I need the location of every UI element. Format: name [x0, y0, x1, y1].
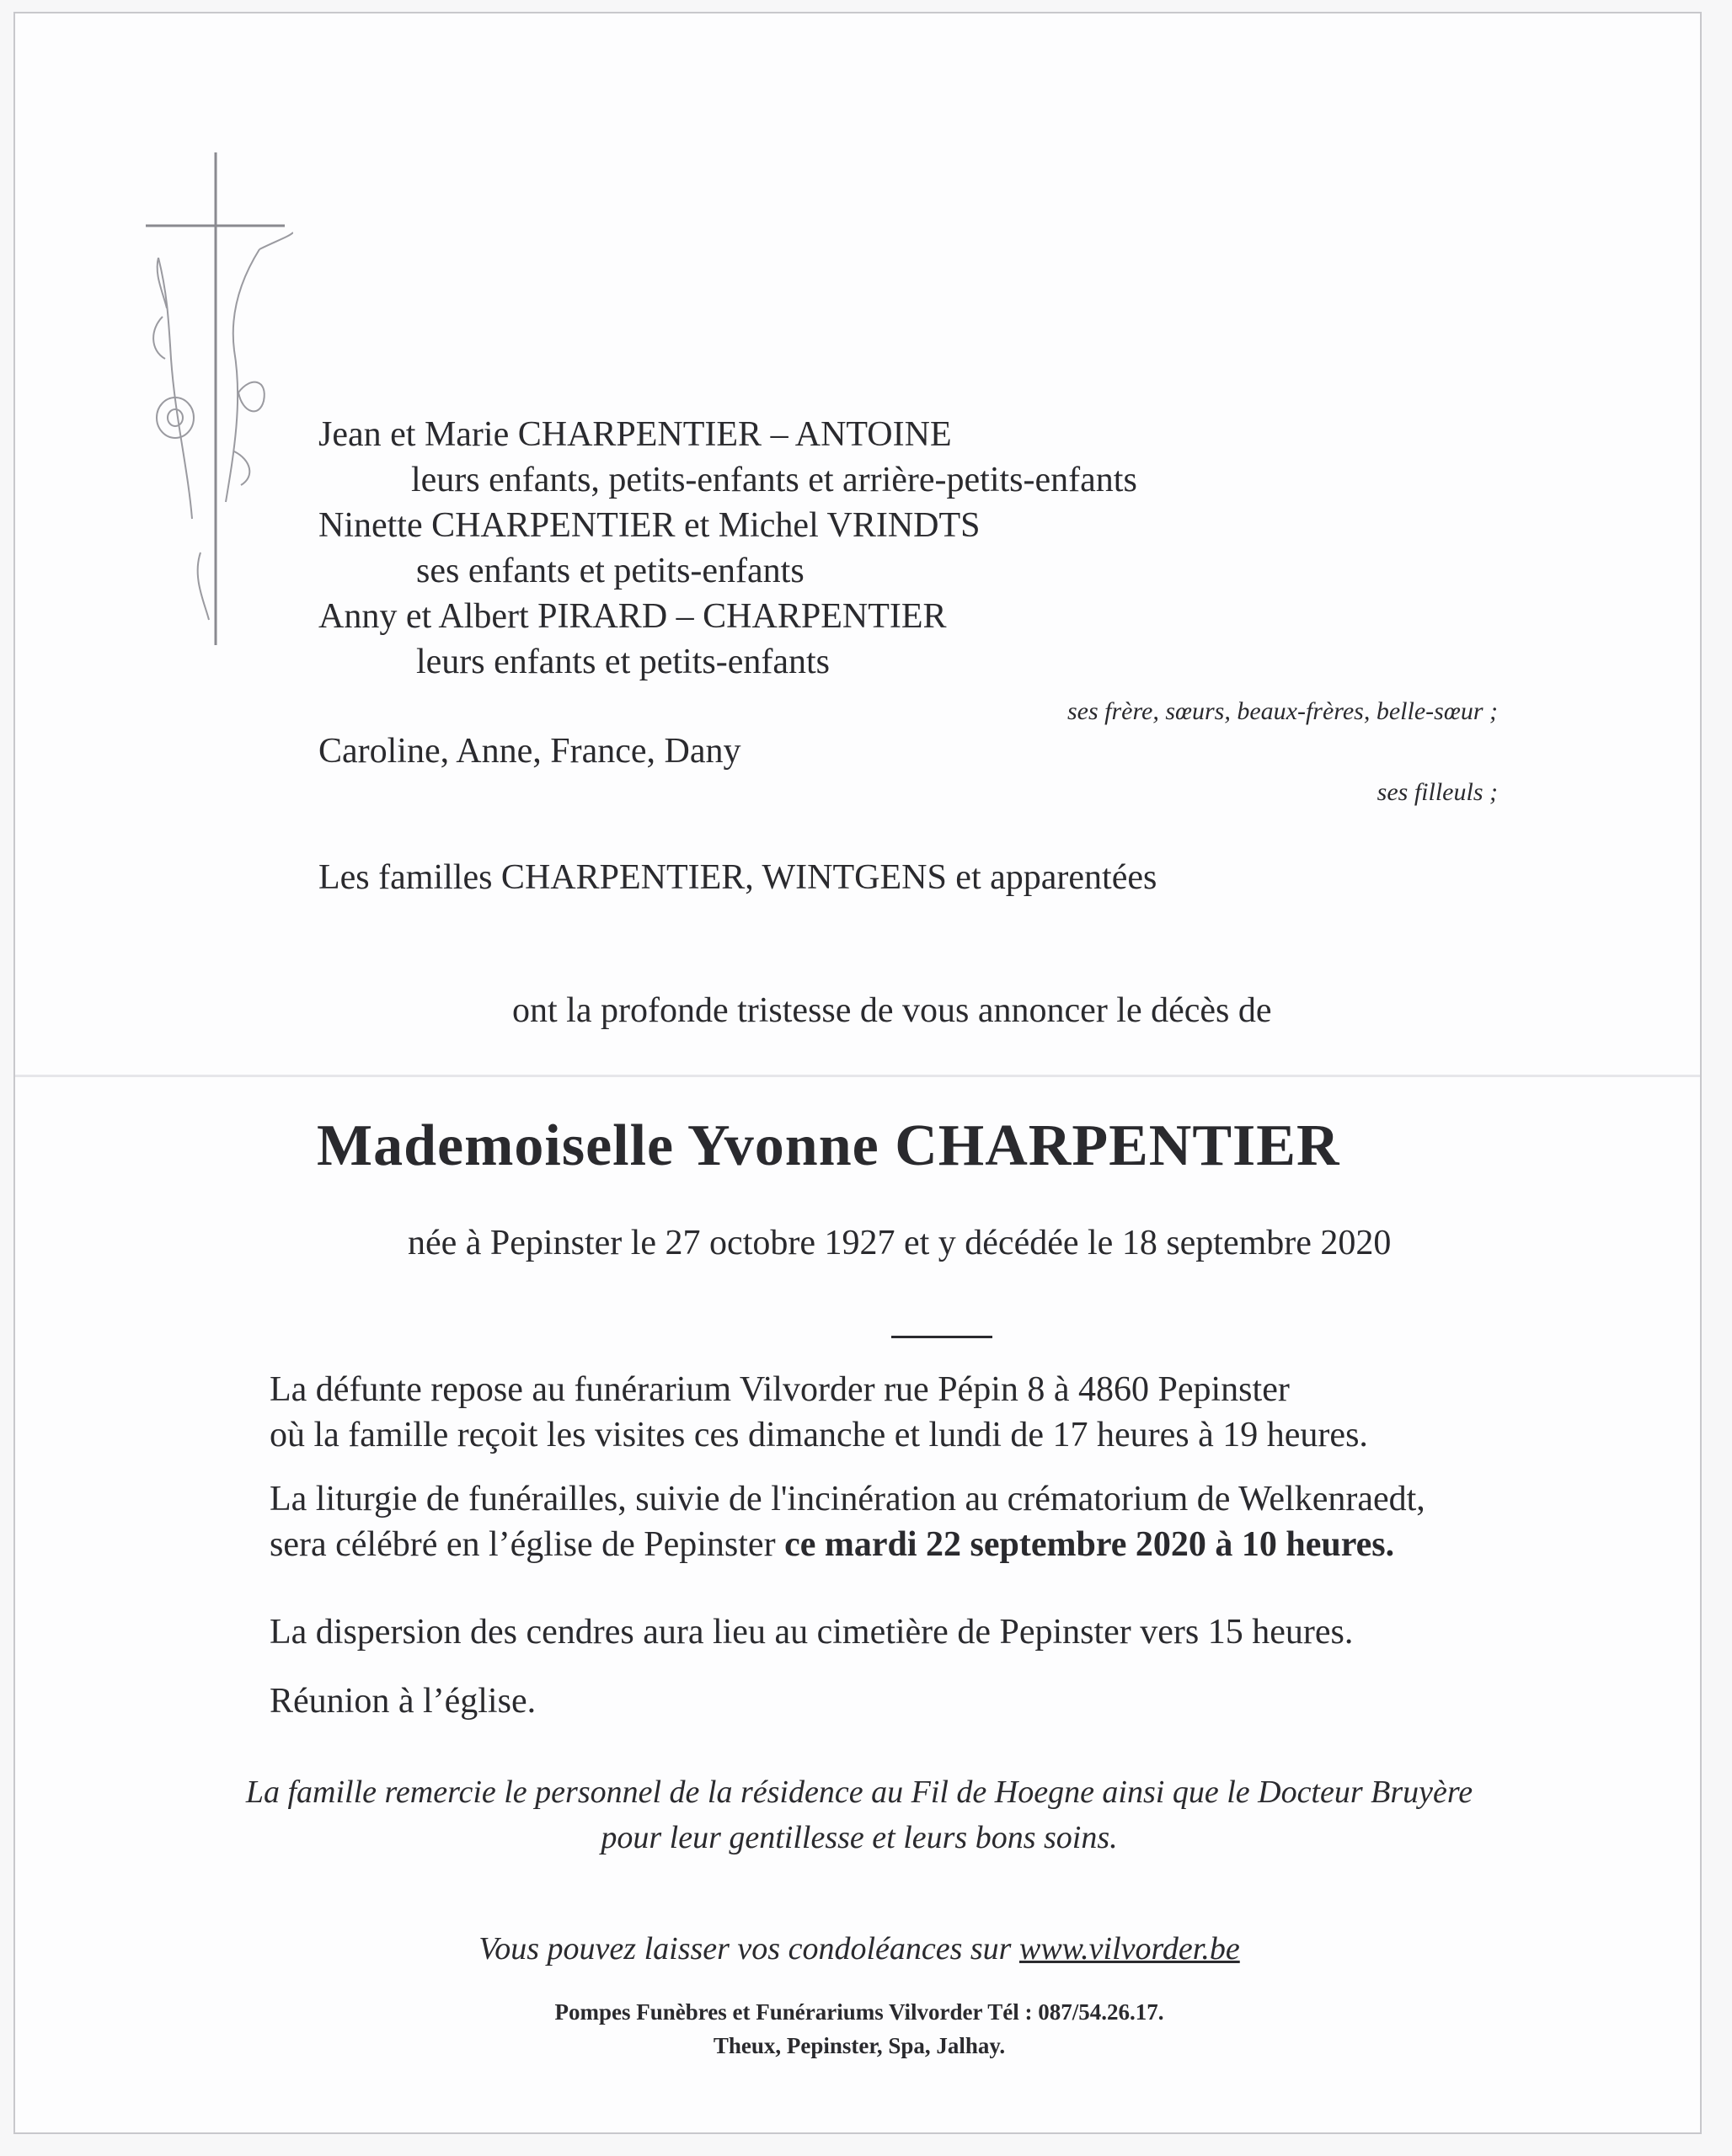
deceased-dates: née à Pepinster le 27 octobre 1927 et y décédée le 18 septembre 2020 — [408, 1224, 1392, 1262]
family-line-6: leurs enfants et petits-enfants — [416, 643, 830, 681]
dispersion-line: La dispersion des cendres aura lieu au cimetière de Pepinster vers 15 heures. — [270, 1613, 1354, 1652]
condolences-text: Vous pouvez laisser vos condoléances sur — [478, 1931, 1019, 1967]
condolences-line — [15, 1930, 1703, 1967]
deceased-name: Mademoiselle Yvonne CHARPENTIER — [317, 1113, 1340, 1178]
separator — [891, 1336, 992, 1338]
family-line-3: Ninette CHARPENTIER et Michel VRINDTS — [318, 506, 981, 545]
family-line-2: leurs enfants, petits-enfants et arrière-petits-enfants — [411, 461, 1137, 499]
liturgy-line-2 — [270, 1524, 1394, 1565]
repose-line-2: où la famille reçoit les visites ces dimanche et lundi de 17 heures à 19 heures. — [270, 1416, 1368, 1454]
liturgy-line-2-text: sera célébré en l’église de Pepinster — [270, 1525, 785, 1564]
liturgy-line-1: La liturgie de funérailles, suivie de l'incinération au crématorium de Welkenraedt, — [270, 1480, 1425, 1518]
announcement: ont la profonde tristesse de vous annoncer le décès de — [512, 991, 1272, 1030]
family-line-1: Jean et Marie CHARPENTIER – ANTOINE — [318, 415, 952, 454]
relation-godchildren: ses filleuls ; — [1377, 778, 1498, 806]
family-line-4: ses enfants et petits-enfants — [416, 552, 805, 590]
ceremony-date: ce mardi 22 septembre 2020 à 10 heures. — [784, 1525, 1395, 1564]
relation-siblings: ses frère, sœurs, beaux-frères, belle-sœur ; — [1066, 697, 1498, 725]
family-line-8: Les familles CHARPENTIER, WINTGENS et apparentées — [318, 858, 1157, 897]
cross-with-flowers-icon — [142, 148, 293, 654]
thanks-line-1: La famille remercie le personnel de la résidence au Fil de Hoegne ainsi que le Docteur Bruyère — [245, 1774, 1473, 1810]
footer-line-2: Theux, Pepinster, Spa, Jalhay. — [713, 2033, 1006, 2058]
reunion-line: Réunion à l’église. — [270, 1682, 537, 1721]
footer-line-1: Pompes Funèbres et Funérariums Vilvorder Tél : 087/54.26.17. — [554, 1999, 1164, 2025]
condolences-link[interactable]: www.vilvorder.be — [1018, 1931, 1240, 1967]
repose-line-1: La défunte repose au funérarium Vilvorder rue Pépin 8 à 4860 Pepinster — [270, 1370, 1290, 1409]
family-line-7: Caroline, Anne, France, Dany — [318, 732, 741, 771]
fold-line — [15, 1075, 1700, 1077]
thanks-line-2: pour leur gentillesse et leurs bons soins. — [601, 1820, 1118, 1855]
obituary-card — [13, 12, 1702, 2134]
family-line-5: Anny et Albert PIRARD – CHARPENTIER — [318, 597, 947, 636]
